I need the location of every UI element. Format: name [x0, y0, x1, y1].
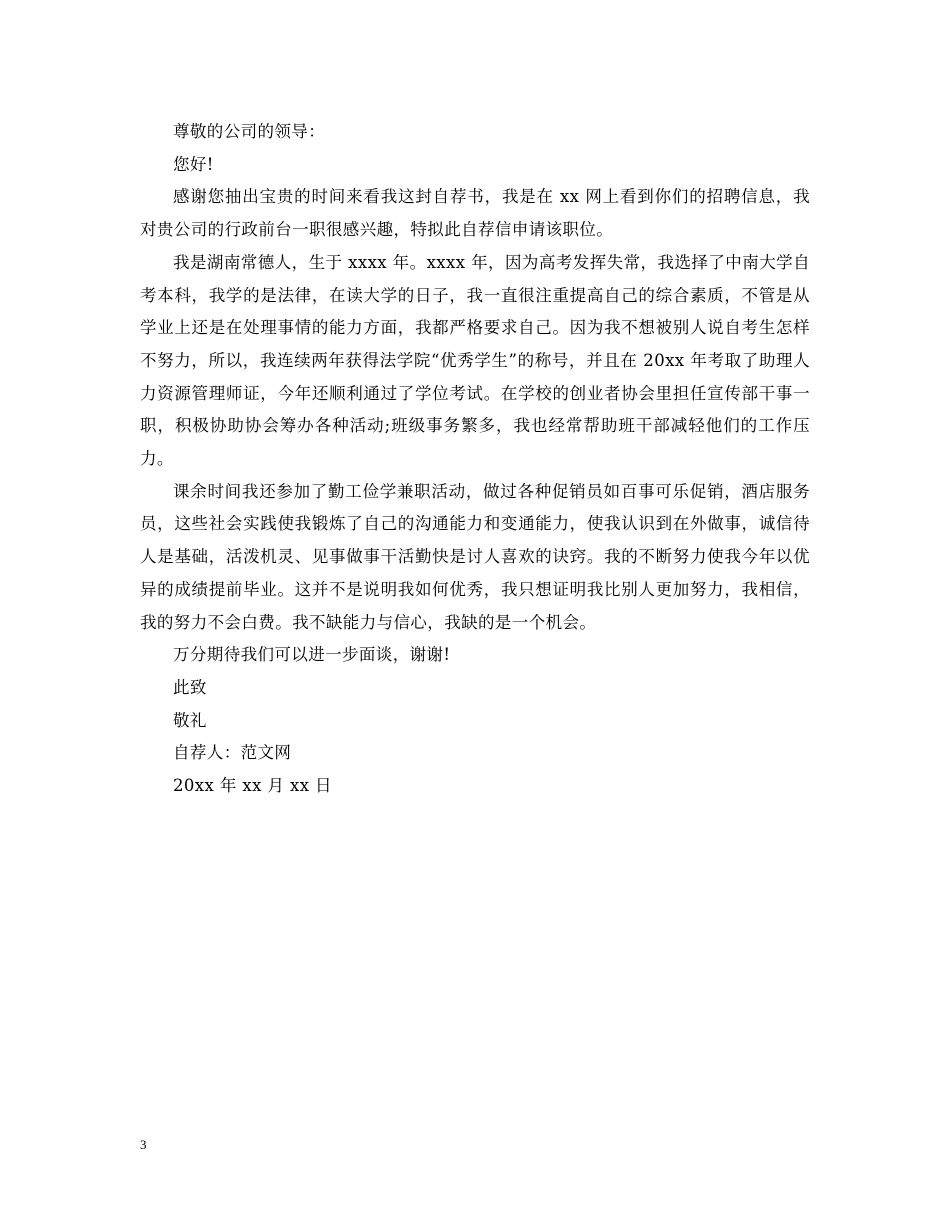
- closing-line-1: 此致: [173, 677, 207, 697]
- closing-line-2: 敬礼: [173, 710, 207, 730]
- signature: 自荐人：范文网: [173, 743, 292, 763]
- page-number: 3: [140, 1137, 147, 1152]
- letter-body: [140, 116, 810, 803]
- salutation: 尊敬的公司的领导：: [173, 122, 326, 141]
- greeting: 您好!: [173, 154, 214, 174]
- paragraph-background: 我是湖南常德人，生于 xxxx 年。xxxx 年，因为高考发挥失常，我选择了中南大学自考本科，我学的是法律，在读大学的日子，我一直很注重提高自己的综合素质，不管是从学业上还是在处理事情的能力方面，我都严格要求自己。因为我不想被别人说自考生怎样不努力，所以，我连续两年获得法学院“优秀学生”的称号，并且在 20xx 年考取了助理人力资源管理师证，今年还顺利通过了学位考试。在学校的创业者协会里担任宣传部干事一职，积极协助协会筹办各种活动;班级事务繁多，我也经常帮助班干部减轻他们的工作压力。: [140, 252, 810, 469]
- paragraph-experience: 课余时间我还参加了勤工俭学兼职活动，做过各种促销员如百事可乐促销，酒店服务员，这些社会实践使我锻炼了自己的沟通能力和变通能力，使我认识到在外做事，诚信待人是基础，活泼机灵、见事做事干活勤快是讨人喜欢的诀窍。我的不断努力使我今年以优异的成绩提前毕业。这并不是说明我如何优秀，我只想证明我比别人更加努力，我相信，我的努力不会白费。我不缺能力与信心，我缺的是一个机会。: [140, 481, 810, 632]
- paragraph-intro: 感谢您抽出宝贵的时间来看我这封自荐书，我是在 xx 网上看到你们的招聘信息，我对贵公司的行政前台一职很感兴趣，特拟此自荐信申请该职位。: [140, 187, 810, 240]
- paragraph-closing-wish: 万分期待我们可以进一步面谈，谢谢!: [173, 645, 451, 665]
- date: 20xx 年 xx 月 xx 日: [173, 776, 332, 796]
